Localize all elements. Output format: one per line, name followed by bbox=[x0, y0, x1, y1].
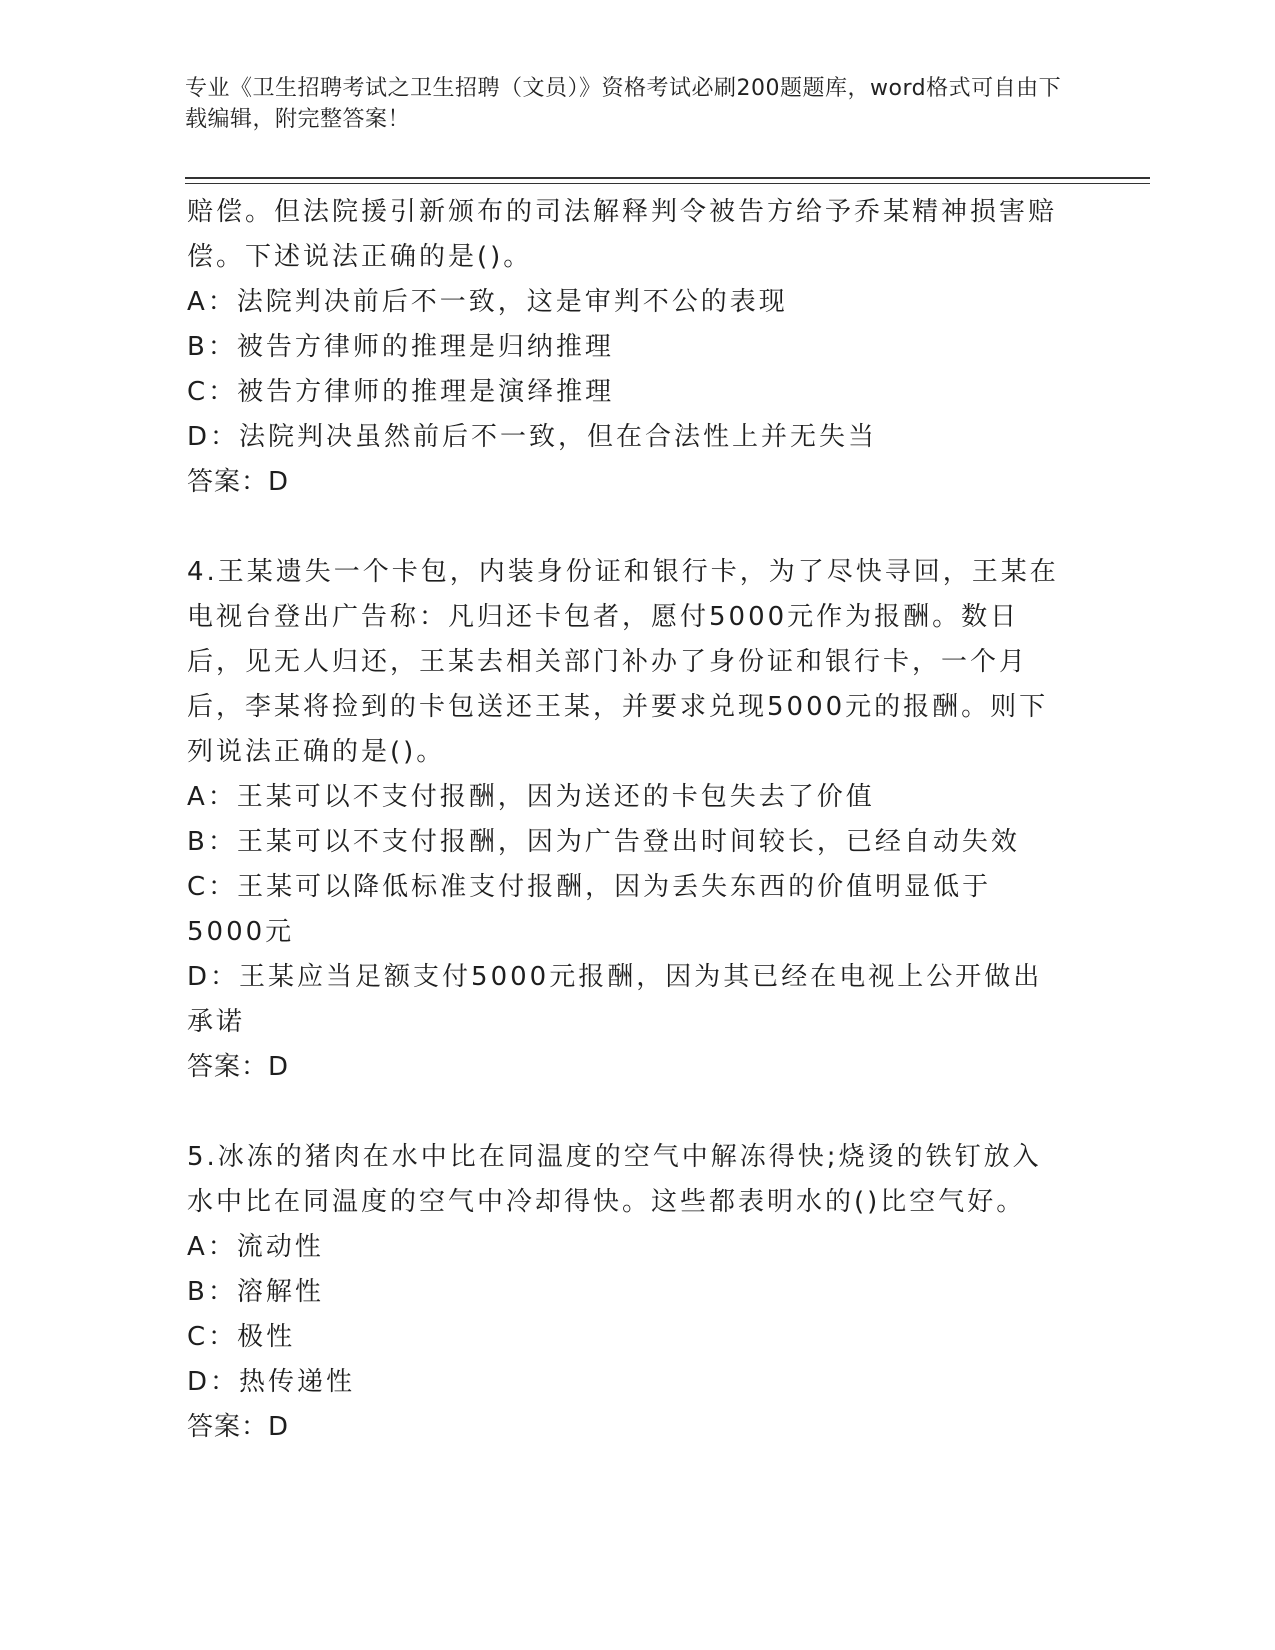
header-rule-thin bbox=[185, 183, 1150, 184]
question-stem: 赔偿。但法院援引新颁布的司法解释判令被告方给予乔某精神损害赔偿。下述说法正确的是()。 bbox=[187, 197, 1058, 272]
document-header: 专业《卫生招聘考试之卫生招聘（文员）》资格考试必刷200题题库，word格式可自由下载编辑，附完整答案！ bbox=[185, 76, 1062, 132]
option-a: A：法院判决前后不一致，这是审判不公的表现 bbox=[187, 287, 788, 317]
option-b: B：王某可以不支付报酬，因为广告登出时间较长，已经自动失效 bbox=[187, 827, 1020, 857]
option-d: D：热传递性 bbox=[187, 1367, 356, 1397]
question-3 bbox=[187, 190, 1067, 505]
option-b: B：被告方律师的推理是归纳推理 bbox=[187, 332, 614, 362]
spacer bbox=[187, 1090, 1067, 1135]
question-4 bbox=[187, 550, 1067, 1090]
option-a: A：流动性 bbox=[187, 1232, 324, 1262]
option-b: B：溶解性 bbox=[187, 1277, 324, 1307]
answer-label: 答案：D bbox=[187, 1052, 290, 1082]
question-stem: 4.王某遗失一个卡包，内装身份证和银行卡，为了尽快寻回，王某在电视台登出广告称：凡归还卡包者，愿付5000元作为报酬。数日后，见无人归还，王某去相关部门补办了身份证和银行卡，一个月后，李某将捡到的卡包送还王某，并要求兑现5000元的报酬。则下列说法正确的是()。 bbox=[187, 557, 1059, 767]
option-a: A：王某可以不支付报酬，因为送还的卡包失去了价值 bbox=[187, 782, 875, 812]
option-c: C：极性 bbox=[187, 1322, 296, 1352]
document-body bbox=[187, 190, 1067, 1450]
answer-label: 答案：D bbox=[187, 467, 290, 497]
option-c: C：王某可以降低标准支付报酬，因为丢失东西的价值明显低于5000元 bbox=[187, 872, 992, 947]
option-d: D：法院判决虽然前后不一致，但在合法性上并无失当 bbox=[187, 422, 878, 452]
option-c: C：被告方律师的推理是演绎推理 bbox=[187, 377, 615, 407]
spacer bbox=[187, 505, 1067, 550]
option-d: D：王某应当足额支付5000元报酬，因为其已经在电视上公开做出承诺 bbox=[187, 962, 1043, 1037]
answer-label: 答案：D bbox=[187, 1412, 290, 1442]
question-5 bbox=[187, 1135, 1067, 1450]
header-rule-thick bbox=[185, 177, 1150, 179]
question-stem: 5.冰冻的猪肉在水中比在同温度的空气中解冻得快;烧烫的铁钉放入水中比在同温度的空气中冷却得快。这些都表明水的()比空气好。 bbox=[187, 1142, 1042, 1217]
